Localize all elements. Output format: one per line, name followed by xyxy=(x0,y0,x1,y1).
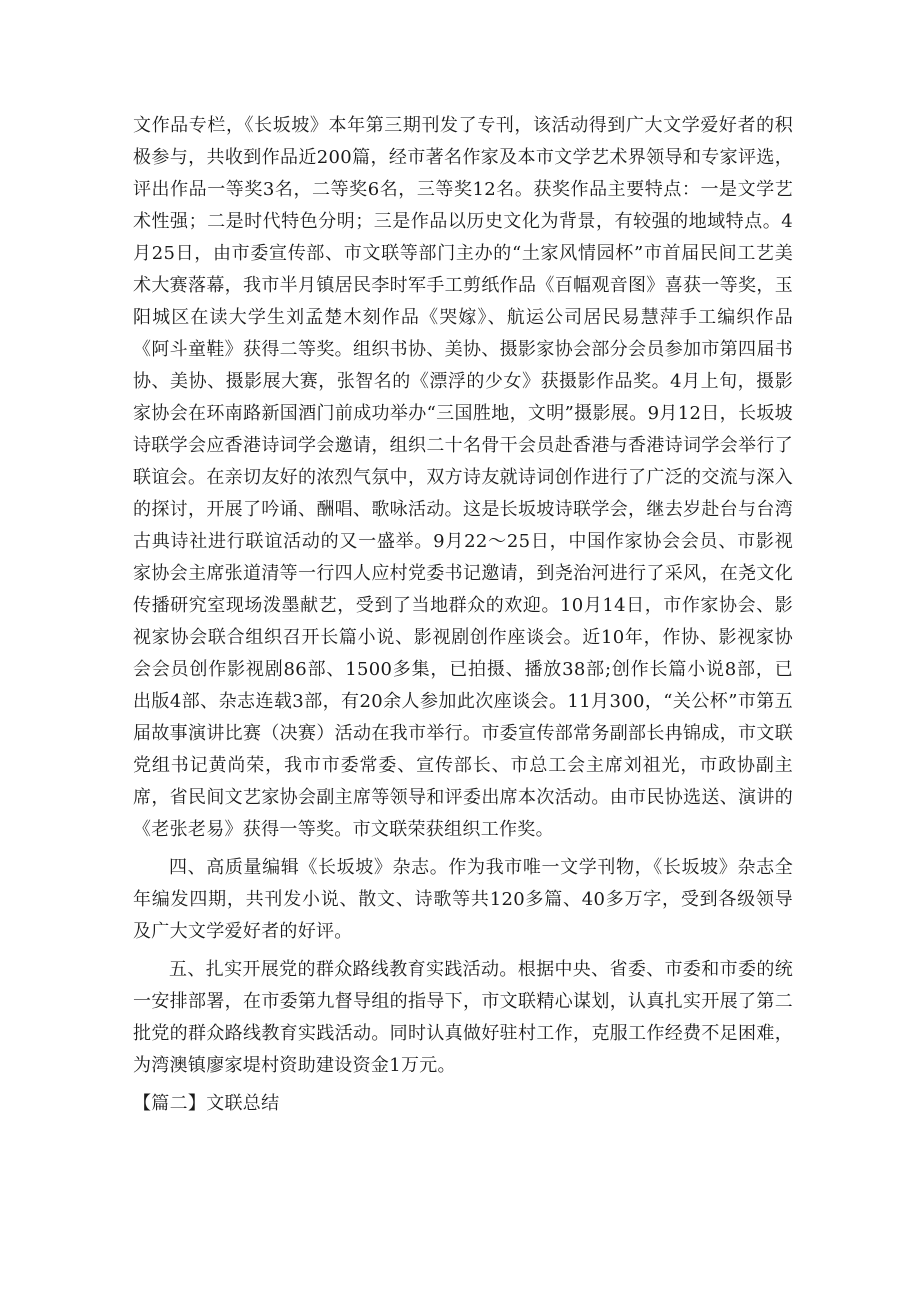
section-heading: 【篇二】文联总结 xyxy=(133,1093,280,1114)
paragraph-activities: 文作品专栏，《长坂坡》本年第三期刊发了专刊，该活动得到广大文学爱好者的积极参与，共收到作品近200篇，经市著名作家及本市文学艺术界领导和专家评选，评出作品一等奖3名，二等奖6名，三等奖12名。获奖作品主要特点：一是文学艺术性强；二是时代特色分明；三是作品以历史文化为背景，有较强的地域特点。4月25日，由市委宣传部、市文联等部门主办的“土家风情园杯”市首届民间工艺美术大赛落幕，我市半月镇居民李时军手工剪纸作品《百幅观音图》喜获一等奖，玉阳城区在读大学生刘孟楚木刻作品《哭嫁》、航运公司居民易慧萍手工编织作品《阿斗童鞋》获得二等奖。组织书协、美协、摄影家协会部分会员参加市第四届书协、美协、摄影展大赛，张智名的《漂浮的少女》获摄影作品奖。4月上旬，摄影家协会在环南路新国酒门前成功举办“三国胜地，文明”摄影展。9月12日，长坂坡诗联学会应香港诗词学会邀请，组织二十名骨干会员赴香港与香港诗词学会举行了联谊会。在亲切友好的浓烈气氛中，双方诗友就诗词创作进行了广泛的交流与深入的探讨，开展了吟诵、酬唱、歌咏活动。这是长坂坡诗联学会，继去岁赴台与台湾古典诗社进行联谊活动的又一盛举。9月22～25日，中国作家协会会员、市影视家协会主席张道清等一行四人应村党委书记邀请，到尧治河进行了采风，在尧文化传播研究室现场泼墨献艺，受到了当地群众的欢迎。10月14日，市作家协会、影视家协会联合组织召开长篇小说、影视剧创作座谈会。近10年，作协、影视家协会会员创作影视剧86部、1500多集，已拍摄、播放38部;创作长篇小说8部，已出版4部、杂志连载3部，有20余人参加此次座谈会。11月300，“关公杯”市第五届故事演讲比赛（决赛）活动在我市举行。市委宣传部常务副部长冉锦成，市文联党组书记黄尚荣，我市市委常委、宣传部长、市总工会主席刘祖光，市政协副主席，省民间文艺家协会副主席等领导和评委出席本次活动。由市民协选送、演讲的《老张老易》获得一等奖。市文联荣获组织工作奖。 xyxy=(133,115,793,840)
document-body xyxy=(133,110,793,1120)
paragraph-magazine: 四、高质量编辑《长坂坡》杂志。作为我市唯一文学刊物，《长坂坡》杂志全年编发四期，共刊发小说、散文、诗歌等共120多篇、40多万字，受到各级领导及广大文学爱好者的好评。 xyxy=(133,857,793,942)
paragraph-education-practice: 五、扎实开展党的群众路线教育实践活动。根据中央、省委、市委和市委的统一安排部署，在市委第九督导组的指导下，市文联精心谋划，认真扎实开展了第二批党的群众路线教育实践活动。同时认真做好驻村工作，克服工作经费不足困难，为湾澳镇廖家堤村资助建设资金1万元。 xyxy=(133,959,793,1076)
